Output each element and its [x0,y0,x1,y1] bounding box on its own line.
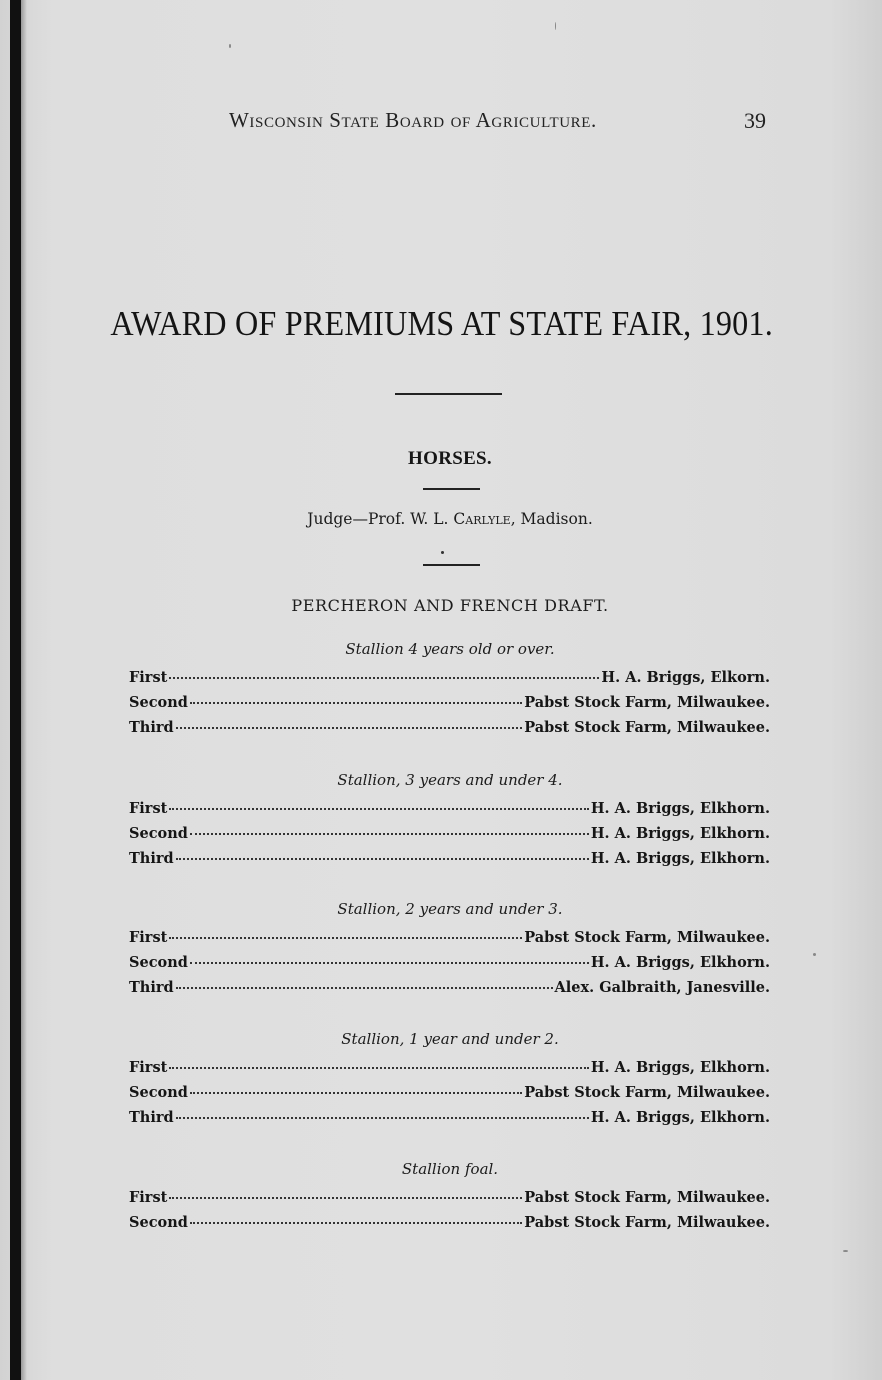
award-place: Second [129,954,188,971]
award-row [129,825,770,847]
award-winner: Pabst Stock Farm, Milwaukee. [524,719,770,736]
award-row [129,1109,770,1131]
dot-leader [169,937,522,939]
section-title: HORSES. [408,448,492,469]
award-winner: Pabst Stock Farm, Milwaukee. [524,1214,770,1231]
dot-leader [190,962,589,964]
class-heading: Stallion 4 years old or over. [345,640,555,658]
dot-leader [176,727,523,729]
dot-leader [169,677,599,679]
award-winner: H. A. Briggs, Elkhorn. [590,825,770,842]
ornament-dot [441,551,444,554]
award-row [129,719,770,741]
award-row [129,1084,770,1106]
dot-leader [190,702,522,704]
judge-rule [423,564,480,566]
award-row [129,979,770,1001]
award-place: Third [129,850,174,867]
award-row [129,1214,770,1236]
paper-speck [813,953,816,956]
award-winner: Pabst Stock Farm, Milwaukee. [524,1084,770,1101]
award-row [129,669,770,691]
award-row [129,1189,770,1211]
award-winner: Pabst Stock Farm, Milwaukee. [524,929,770,946]
award-winner: H. A. Briggs, Elkhorn. [590,1109,770,1126]
award-winner: H. A. Briggs, Elkhorn. [590,1059,770,1076]
dot-leader [190,1092,522,1094]
class-heading: Stallion, 3 years and under 4. [337,771,563,789]
award-winner: H. A. Briggs, Elkhorn. [590,850,770,867]
award-winner: H. A. Briggs, Elkhorn. [590,800,770,817]
judge-line [0,510,882,528]
dot-leader [169,1197,522,1199]
paper-speck [555,22,556,30]
title-rule [395,393,502,395]
award-place: First [129,1189,168,1206]
award-row [129,850,770,872]
dot-leader [190,833,589,835]
award-row [129,800,770,822]
dot-leader [190,1222,522,1224]
award-row [129,1059,770,1081]
class-heading: Stallion foal. [401,1160,499,1178]
judge-suffix: , Madison. [510,510,593,528]
dot-leader [176,1117,589,1119]
award-row [129,929,770,951]
award-row [129,954,770,976]
award-winner: H. A. Briggs, Elkorn. [601,669,770,686]
award-place: Second [129,694,188,711]
subsection-title: PERCHERON AND FRENCH DRAFT. [291,596,609,615]
judge-name: Carlyle [453,510,511,528]
dot-leader [176,987,553,989]
class-heading: Stallion, 2 years and under 3. [337,900,563,918]
award-place: First [129,929,168,946]
award-winner: H. A. Briggs, Elkhorn. [590,954,770,971]
page-title: AWARD OF PREMIUMS AT STATE FAIR, 1901. [110,304,773,343]
paper-speck [843,1250,848,1252]
dot-leader [176,858,589,860]
award-winner: Alex. Galbraith, Janesville. [554,979,770,996]
paper-speck [229,44,231,48]
class-heading: Stallion, 1 year and under 2. [341,1030,559,1048]
award-winner: Pabst Stock Farm, Milwaukee. [524,1189,770,1206]
judge-prefix: Judge—Prof. W. L. [307,510,454,528]
award-place: Second [129,1214,188,1231]
running-head-title: Wisconsin State Board of Agriculture. [229,108,597,132]
award-place: Third [129,979,174,996]
page-number: 39 [744,108,766,133]
dot-leader [169,1067,589,1069]
award-winner: Pabst Stock Farm, Milwaukee. [524,694,770,711]
award-place: Second [129,825,188,842]
award-place: Second [129,1084,188,1101]
running-head [0,108,882,138]
dot-leader [169,808,589,810]
award-place: First [129,1059,168,1076]
section-rule [423,488,480,490]
award-place: First [129,669,168,686]
award-place: Third [129,1109,174,1126]
award-place: First [129,800,168,817]
award-place: Third [129,719,174,736]
award-row [129,694,770,716]
